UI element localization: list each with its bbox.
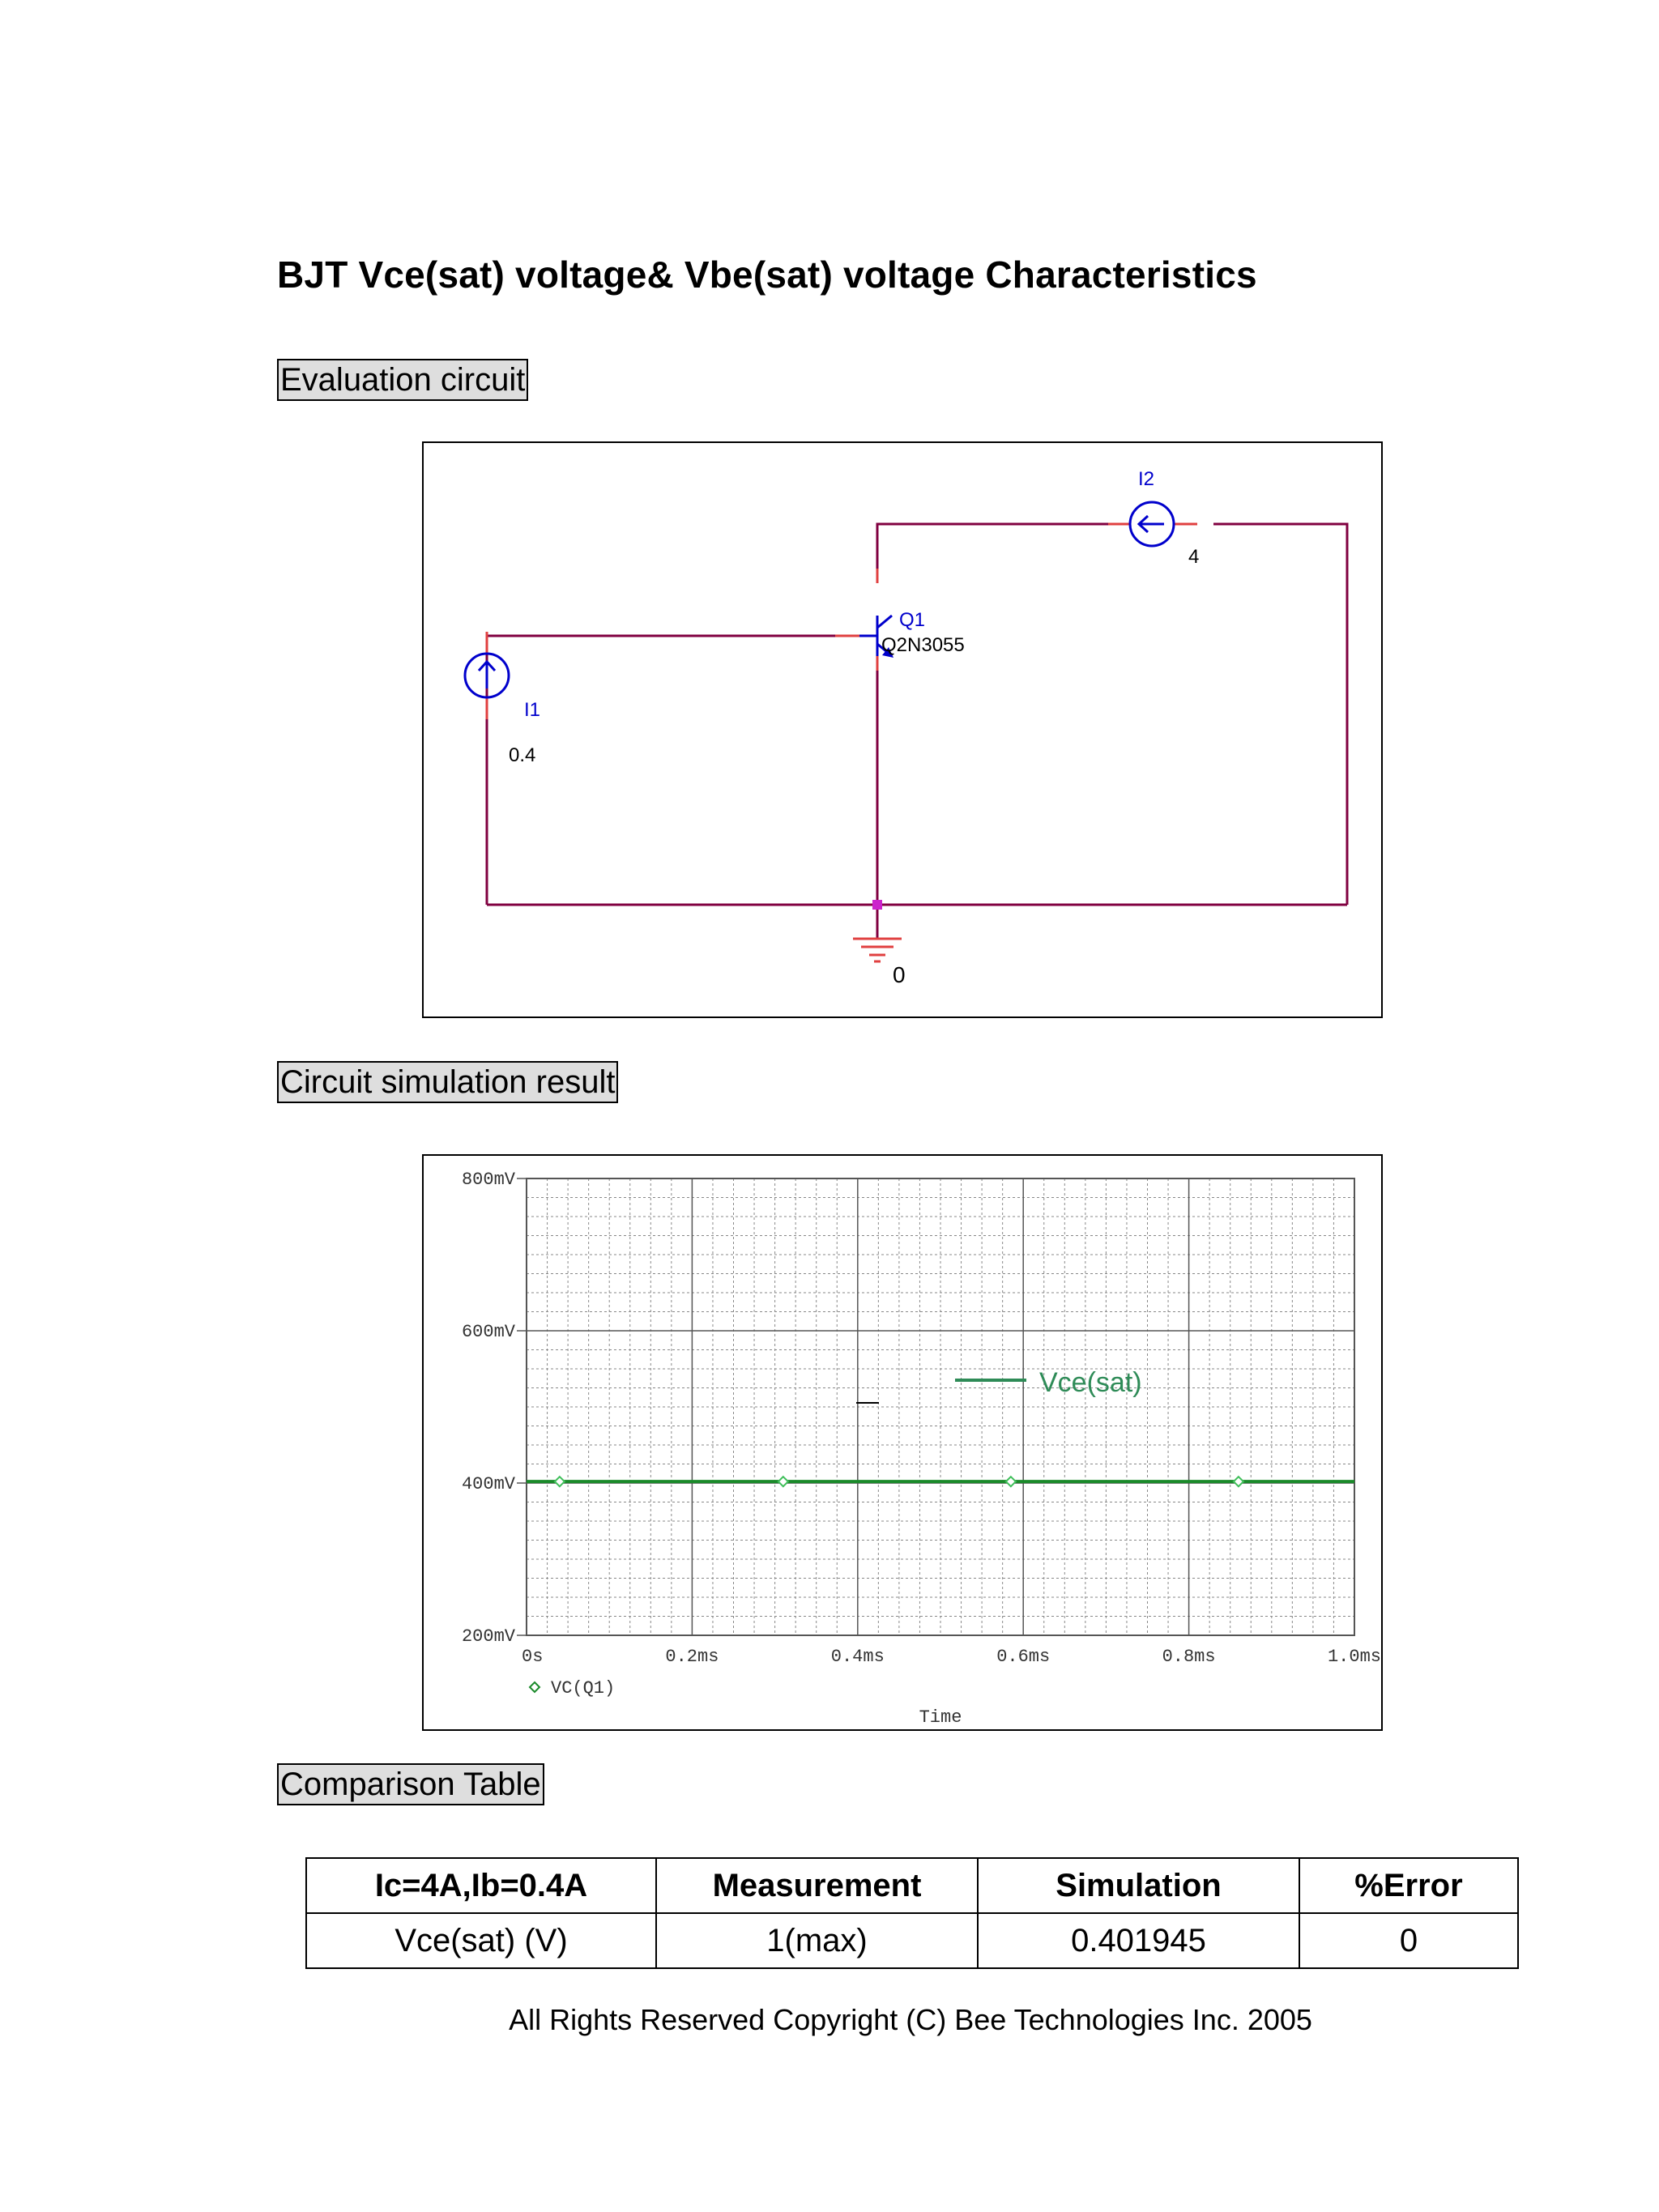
- ground-symbol: [853, 939, 902, 961]
- table-cell: 1(max): [656, 1913, 978, 1968]
- i2-label: I2: [1138, 468, 1155, 490]
- wire-collector-top: [877, 524, 1108, 583]
- current-source-i2-icon: [1130, 502, 1174, 546]
- series-marker: [1234, 1477, 1243, 1486]
- q1-model: Q2N3055: [881, 634, 965, 656]
- table-header-cell: Ic=4A,Ib=0.4A: [306, 1858, 656, 1913]
- junction-node: [872, 900, 882, 910]
- i1-value: 0.4: [509, 744, 536, 766]
- x-tick-label: 0.2ms: [665, 1647, 719, 1667]
- x-tick-label: 0.8ms: [1162, 1647, 1216, 1667]
- simulation-chart: [422, 1154, 1383, 1731]
- y-tick-label: 600mV: [461, 1322, 515, 1342]
- legend-label: VC(Q1): [551, 1678, 616, 1698]
- table-cell: 0: [1299, 1913, 1518, 1968]
- series-marker: [1006, 1477, 1016, 1486]
- series-marker: [778, 1477, 788, 1486]
- vce-sat-annotation: Vce(sat): [1039, 1367, 1142, 1398]
- y-tick-label: 200mV: [461, 1626, 515, 1647]
- ground-label: 0: [893, 962, 906, 987]
- circuit-wires: [487, 524, 1347, 939]
- section-label-comparison: Comparison Table: [277, 1763, 544, 1805]
- x-tick-label: 0.4ms: [830, 1647, 885, 1667]
- table-header-cell: %Error: [1299, 1858, 1518, 1913]
- copyright-footer: All Rights Reserved Copyright (C) Bee Technologies Inc. 2005: [509, 2003, 1312, 2036]
- table-row: [306, 1913, 1518, 1968]
- comparison-table: [305, 1857, 1519, 1969]
- wire-stubs: [487, 524, 1200, 719]
- evaluation-circuit-diagram: [422, 441, 1383, 1018]
- i2-value: 4: [1188, 546, 1200, 568]
- y-tick-label: 400mV: [461, 1474, 515, 1494]
- y-tick-label: 800mV: [461, 1170, 515, 1190]
- table-cell: 0.401945: [978, 1913, 1299, 1968]
- x-axis-label: Time: [919, 1707, 962, 1728]
- x-tick-label: 0.6ms: [996, 1647, 1051, 1667]
- table-header-row: [306, 1858, 1518, 1913]
- grid-minor: [527, 1178, 1354, 1635]
- q1-label: Q1: [899, 609, 926, 631]
- y-tick-labels: [462, 1170, 527, 1647]
- page-title: BJT Vce(sat) voltage& Vbe(sat) voltage Characteristics: [277, 254, 1257, 296]
- legend: [530, 1678, 615, 1698]
- table-header-cell: Measurement: [656, 1858, 978, 1913]
- section-label-evaluation: Evaluation circuit: [277, 359, 528, 401]
- section-label-simulation: Circuit simulation result: [277, 1061, 618, 1103]
- table-cell: Vce(sat) (V): [306, 1913, 656, 1968]
- i1-label: I1: [524, 699, 541, 721]
- x-tick-label: 0s: [522, 1647, 544, 1667]
- x-tick-labels: [522, 1647, 1381, 1667]
- series-marker: [555, 1477, 565, 1486]
- wire-right: [1213, 524, 1347, 905]
- x-tick-label: 1.0ms: [1327, 1647, 1381, 1667]
- table-header-cell: Simulation: [978, 1858, 1299, 1913]
- legend-marker-icon: [530, 1682, 539, 1692]
